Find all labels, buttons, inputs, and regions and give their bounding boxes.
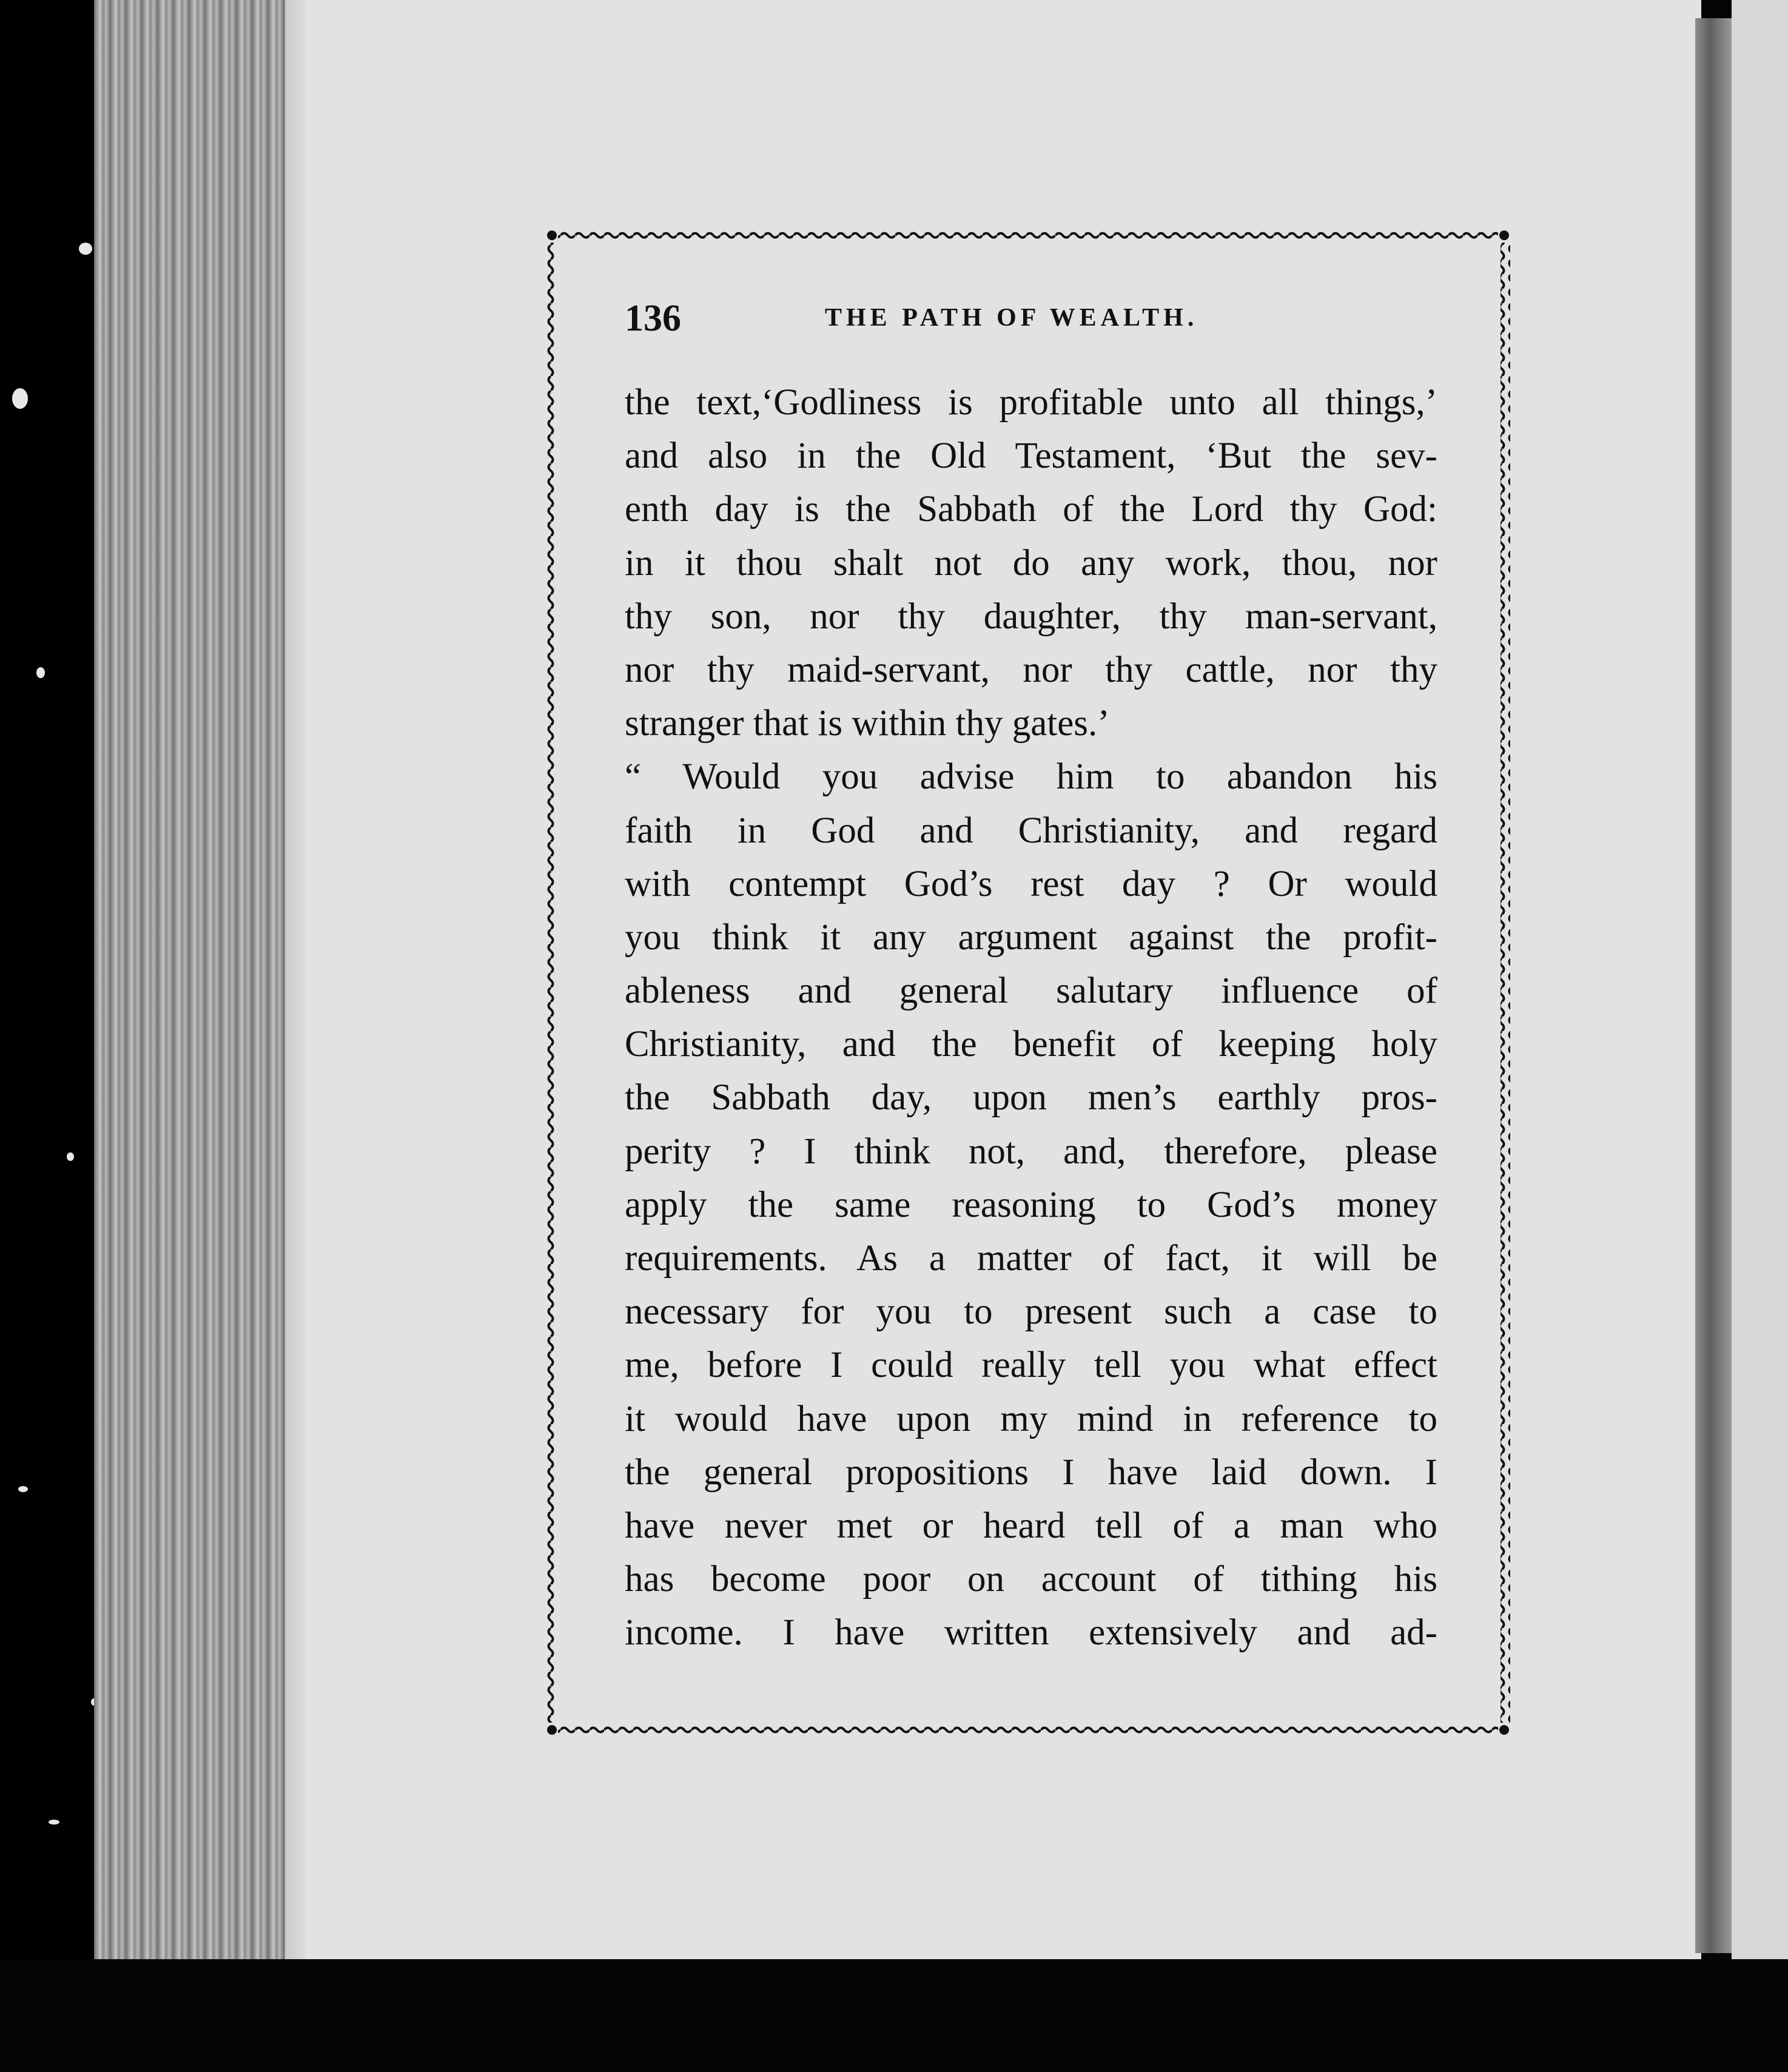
text-line: you think it any argument against the profit- [625,917,1437,958]
text-line: the general propositions I have laid down. I [625,1451,1437,1493]
text-line: in it thou shalt not do any work, thou, nor [625,542,1437,584]
text-block [546,230,1510,1735]
text-line: the Sabbath day, upon men’s earthly pros- [625,1077,1437,1118]
body-text [625,376,1437,1660]
text-line: stranger that is within thy gates.’ [625,703,1110,744]
text-line: apply the same reasoning to God’s money [625,1184,1437,1225]
text-line: enth day is the Sabbath of the Lord thy God: [625,489,1437,530]
text-line: it would have upon my mind in reference to [625,1398,1437,1439]
scanner-bottom-edge [0,1959,1788,2072]
text-line: ableness and general salutary influence of [625,970,1437,1012]
text-line: nor thy maid-servant, nor thy cattle, nor thy [625,649,1437,690]
text-line: has become poor on account of tithing his [625,1559,1437,1600]
text-line: perity ? I think not, and, therefore, please [625,1131,1437,1172]
text-line: thy son, nor thy daughter, thy man-servant, [625,596,1437,637]
text-line: the text,‘Godliness is profitable unto all things,’ [625,382,1437,423]
text-line: faith in God and Christianity, and regard [625,810,1437,851]
text-line: “ Would you advise him to abandon his [625,756,1437,798]
text-line: me, before I could really tell you what effect [625,1345,1437,1386]
running-head [625,297,1437,352]
text-line: income. I have written extensively and ad- [625,1612,1437,1653]
facing-page [1732,0,1788,1959]
text-line: requirements. As a matter of fact, it will be [625,1238,1437,1279]
text-line: have never met or heard tell of a man who [625,1505,1437,1546]
text-line: with contempt God’s rest day ? Or would [625,863,1437,904]
right-page-edge [1695,18,1732,1953]
book-page-edges [94,0,312,1959]
page-number: 136 [625,298,681,339]
text-line: necessary for you to present such a case to [625,1291,1437,1333]
text-line: and also in the Old Testament, ‘But the sev- [625,436,1437,477]
running-title: THE PATH OF WEALTH. [825,304,1198,332]
text-line: Christianity, and the benefit of keeping holy [625,1024,1437,1065]
